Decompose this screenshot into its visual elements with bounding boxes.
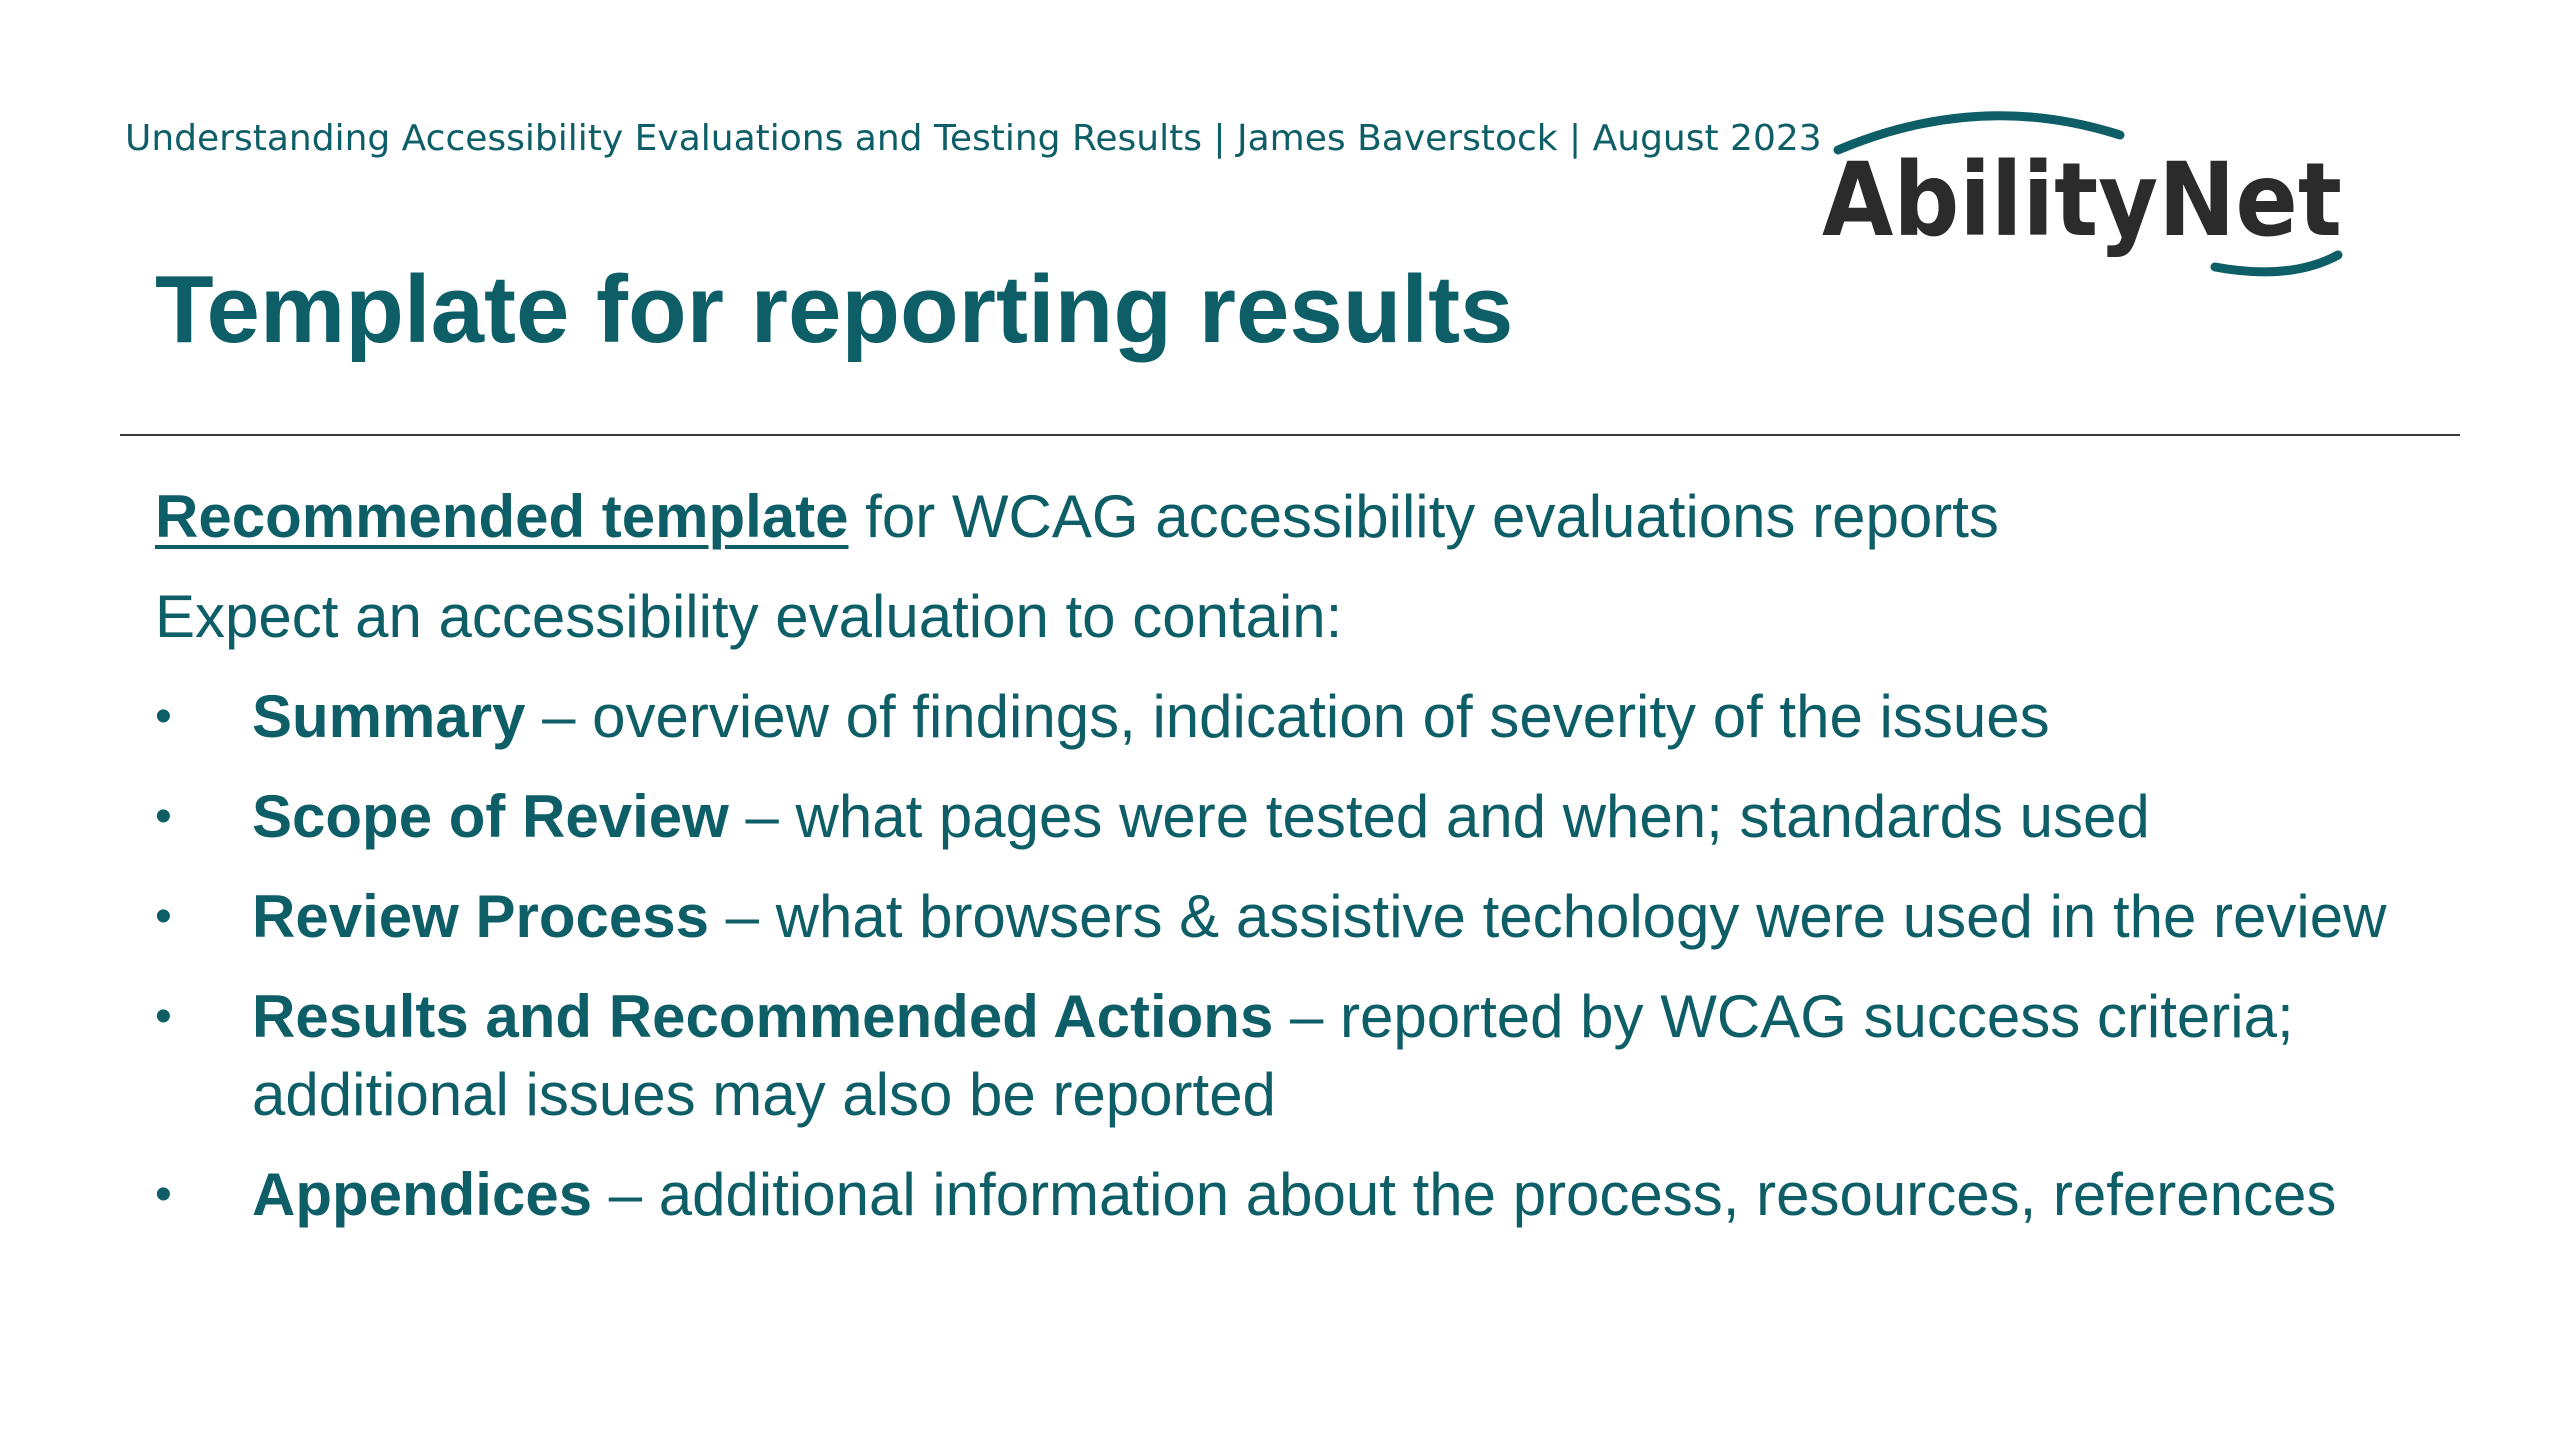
divider — [120, 434, 2460, 436]
abilitynet-logo — [1820, 95, 2360, 295]
item-description: – what browsers & assistive techology were used in the review — [708, 883, 2387, 950]
item-description: – what pages were tested and when; standards used — [728, 783, 2150, 850]
item-description: – reported by WCAG success criteria; additional issues may also be reported — [252, 983, 2294, 1128]
item-term: Appendices — [252, 1161, 593, 1228]
template-intro-suffix: for WCAG accessibility evaluations reports — [848, 483, 1999, 550]
bullet-icon: • — [155, 990, 172, 1043]
list-item — [155, 878, 2395, 956]
list-item — [155, 978, 2395, 1134]
item-description: – additional information about the process, resources, references — [592, 1161, 2337, 1228]
item-description: – overview of findings, indication of severity of the issues — [525, 683, 2050, 750]
item-term: Review Process — [252, 883, 709, 950]
item-term: Summary — [252, 683, 526, 750]
contents-lead: Expect an accessibility evaluation to contain: — [155, 583, 1343, 650]
list-item — [155, 1156, 2395, 1234]
bullet-icon: • — [155, 790, 172, 843]
bullet-icon: • — [155, 890, 172, 943]
slide-body — [155, 478, 2395, 1256]
template-intro — [155, 478, 2395, 556]
recommended-template-link[interactable]: Recommended template — [155, 483, 849, 550]
logo-wordmark: AbilityNet — [1822, 141, 2342, 260]
list-item — [155, 778, 2395, 856]
bullet-icon: • — [155, 1168, 172, 1221]
slide-title: Template for reporting results — [155, 256, 1514, 363]
item-term: Results and Recommended Actions — [252, 983, 1274, 1050]
list-item — [155, 678, 2395, 756]
contents-list — [155, 678, 2395, 1234]
item-term: Scope of Review — [252, 783, 729, 850]
presentation-subtitle: Understanding Accessibility Evaluations and Testing Results | James Baverstock | August 2023 — [125, 118, 1822, 159]
bullet-icon: • — [155, 690, 172, 743]
